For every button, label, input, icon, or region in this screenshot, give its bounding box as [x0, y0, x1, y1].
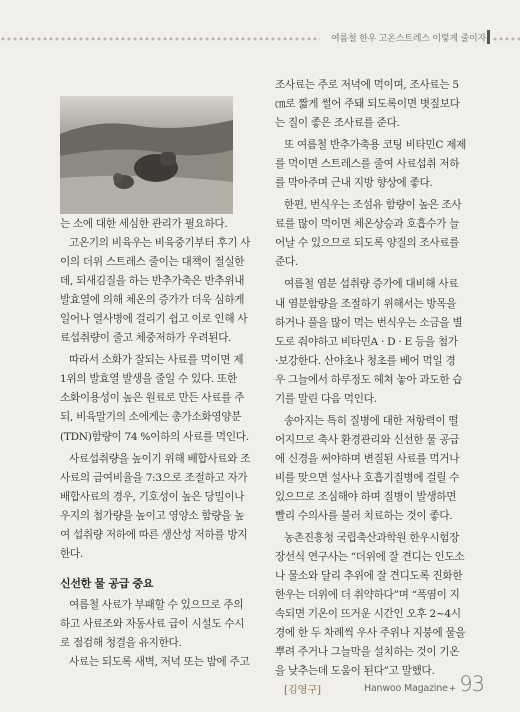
paragraph: 사료는 되도록 새벽, 저녁 또는 밤에 주고: [69, 656, 250, 669]
paragraph: 또 여름철 반추가축용 코팅 비타민C 제제 를 먹이면 스트레스를 줄여 사료섭취 저하 를 막아주며 근내 지방 향상에 좋다.: [275, 139, 467, 190]
paragraph: 조사료는 주로 저녁에 먹이며, 조사료는 5 ㎝로 짧게 썰어 주돼 되도록이면 볏짚보다 는 질이 좋은 조사료를 준다.: [275, 79, 460, 130]
author-credit: [김영구]: [284, 684, 321, 697]
paragraph: 는 소에 대한 세심한 관리가 필요하다.: [60, 218, 228, 230]
header-dot-rule-left: [0, 37, 320, 41]
cattle-photo: [60, 96, 233, 214]
paragraph: 여름철 염분 섭취량 증가에 대비해 사료 내 염분함량을 조절하기 위해서는 방목을 하거나 풀을 많이 먹는 번식우는 소금을 별 도로 줘야하고 비타민A · D · E 등을 첨가 ·보강한다. 산야초나 청초를 베어 먹일 경 우 그늘에서 하루정도 헤쳐 놓아 과도한 습 기를 말린 다음 먹인다.: [275, 278, 463, 405]
paragraph: 한편, 번식우는 조섬유 함량이 높은 조사 료를 많이 먹이면 체온상승과 호흡수가 늘 어날 수 있으므로 되도록 양질의 조사료를 준다.: [275, 199, 462, 269]
paragraph: 사료섭취량을 높이기 위해 배합사료와 조 사료의 급여비율을 7:3으로 조절하고 자가 배합사료의 경우, 기호성이 높은 당밀이나 우지의 첨가량을 높이고 영양소 함량을 높 여 섭취량 저하에 따른 생산성 저하를 방지 한다.: [60, 452, 251, 560]
right-text-column: [275, 76, 485, 701]
header-dot-rule-right: [492, 37, 520, 41]
section-subheading: 신선한 물 공급 중요: [60, 576, 154, 590]
page-number: 93: [459, 672, 484, 696]
paragraph: 따라서 소화가 잘되는 사료를 먹이면 제 1위의 발효열 발생을 줄일 수 있다. 또한 소화이용성이 높은 원료로 만든 사료를 주 되, 비육말기의 소에게는 총가소화영양분 (TDN)함량이 74 %이하의 사료를 먹인다.: [60, 354, 249, 443]
running-header-title: 여름철 한우 고온스트레스 이렇게 줄이자: [330, 34, 486, 44]
paragraph: 송아지는 특히 질병에 대한 저항력이 떨 어지므로 축사 환경관리와 신선한 물 공급 에 신경을 써야하며 변질된 사료를 먹거나 비를 맞으면 설사나 호흡기질병에 걸릴 수 있으므로 조심해야 하며 질병이 발생하면 빨리 수의사를 불러 치료하는 것이 좋다.: [275, 414, 460, 523]
paragraph: 고온기의 비육우는 비육중기부터 후기 사 이의 더위 스트레스 줄이는 대책이 절실한 데, 되새김질을 하는 반추가축은 반추위내 발효열에 의해 체온의 증가가 더욱 심하게 일어나 열사병에 걸리기 쉽고 이로 인해 사 료섭취량이 줄고 체중저하가 우려된다.: [60, 237, 251, 345]
header-marker-bar: [487, 30, 490, 44]
paragraph: 농촌진흥청 국립축산과학원 한우시험장 장선식 연구사는 “더위에 잘 견디는 인도소 나 물소와 달리 추위에 잘 견디도록 진화한 한우는 더위에 더 취약하다”며 “폭염이 지 속되면 기온이 뜨거운 시간인 오후 2~4시 경에 한 두 차례씩 우사 주위나 지붕에 물을 뿌려 주거나 그늘막을 설치하는 것이 기온 을 낮추는데 도움이 된다”고 말했다.: [275, 532, 466, 678]
cattle-photo-illustration: [60, 96, 233, 214]
magazine-plus-mark: +: [448, 684, 457, 694]
magazine-name: Hanwoo Magazine: [363, 683, 448, 694]
paragraph: 여름철 사료가 부패할 수 있으므로 주의 하고 사료조와 자동사료 급이 시설도 수시 로 점검해 청결을 유지한다.: [60, 598, 245, 649]
page-footer: [364, 672, 484, 696]
left-text-column: [60, 215, 266, 672]
